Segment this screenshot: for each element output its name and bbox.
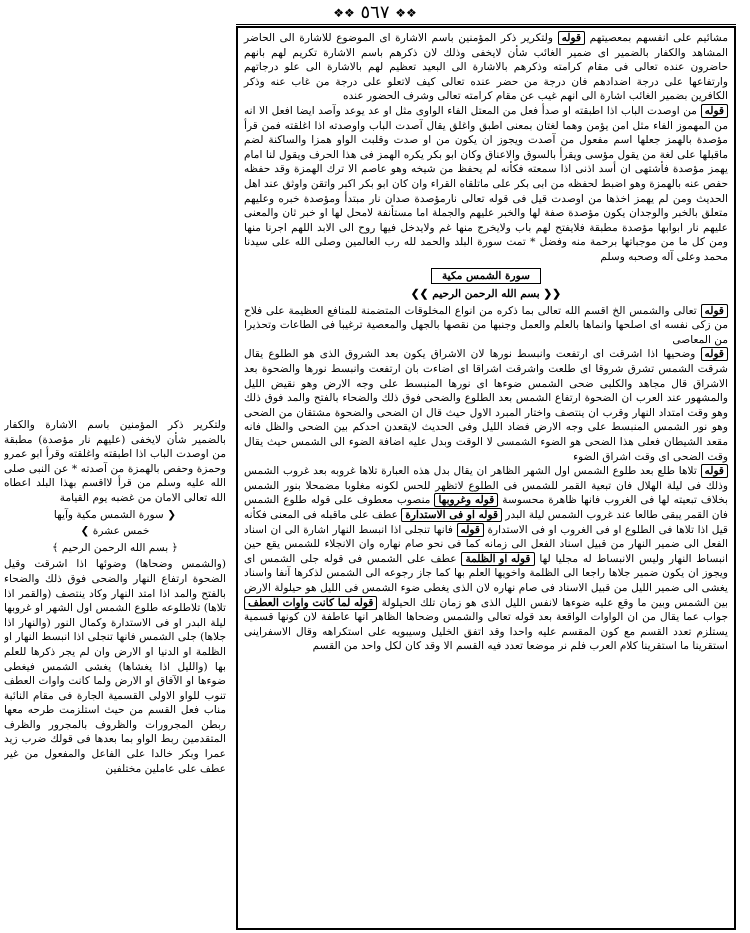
block1-pre: مشائيم على انفسهم بمعصيتهم [589, 32, 728, 44]
keyword-qawluhu: قوله [701, 104, 728, 118]
keyword-qawluhu: قوله او فى الاستدارة [401, 508, 502, 522]
block6-text: منصوب معطوف على قوله طلوع الشمس فان القمر يبقى طالعا عند غروب الشمس ليلة البدر [244, 494, 728, 521]
commentary-block-3 [244, 304, 728, 348]
block7-text: عطف على ماقبله فى المعنى فكأنه قيل اذا تلاها فى الطلوع او فى الغروب او فى الاستدارة [244, 509, 728, 536]
sura-title [244, 268, 728, 285]
ornament-right-icon: ❖❖ [333, 6, 355, 20]
block9-text: عطف على الشمس فى قوله جلى الشمس اى ويجوز ان يكون ضمير جلاها راجعا الى الظلمة واخويها العلم بها كما جاز رجوعه الى الشمس لذكرها آنفا واسناد يغشى الى ضمير الليل من قبيل الاسناد فى صام نهاره لان الذى يغطى ضوء الشمس فى الليل هو حيلولة الارض بين الشمس وبين ما وقع عليه ضوءها لانفس الليل الذى هو زمان تلك الحيلولة [244, 552, 728, 609]
side-paragraph-1: ولتكرير ذكر المؤمنين باسم الاشارة والكفار بالضمير شأن لايخفى (عليهم نار مؤصدة) مطبقة من اوصدت الباب اذا اطبقته واغلقته وقرأ ابو عمرو وحمزة وحفص بالهمزة من آصدته * عن النبى صلى الله عليه وسلم من قرأ لااقسم بهذا البلد اعطاه الله تعالى الامان من غضبه يوم القيامة [4, 419, 226, 504]
ornament-basmala-icon: ❯❯ [410, 288, 429, 301]
block2-phrase: من اوصدت الباب اذا اطبقته [574, 104, 697, 117]
ornament-sura-icon: ❮ [167, 508, 177, 521]
block10-text: جواب عما يقال من ان الواوات الواقعة بعد قوله تعالى والشمس وضحاها الظاهر انها عاطفة لان كونها قسمية يستلزم تعدد القسم مع كون المقسم عليه واحدا وقد اتفق الخليل وسيبويه على استكراهه وقال الاسفراينى استقرينا ما استقرينا كلام العرب فلم نر موضعا تعدد فيه القسم الا وقد كان لكل واحد من القسم [244, 611, 728, 653]
ornament-basmala-icon: ❮❮ [543, 288, 562, 301]
block8-text: اشارة الى ان اسناد الفعل الى ضمير النهار من قبيل اسناد الفعل الى زمانه كما فى نحو صام نهاره وان الانجلاء للشمس يقع حين انبساط النهار وليس الانبساط له مجليا لها [244, 523, 728, 565]
commentary-block-2 [244, 104, 728, 265]
block1-text: ولتكرير ذكر المؤمنين باسم الاشارة اى الموضوع للاشارة الى الحاضر المشاهد والكفار بالضمير اى ضمير الغائب شأن لايخفى وذلك لان ذكرهم باسم الاشارة تكريم لهم بانهم حاضرون عنده تعالى فى مقام كرامته وذكرهم بالاشارة الى البعيد تعظيم لهم بالاشارة الى علو درجاتهم وارتفاعها على درجة اضدادهم فان درجة من حضر عنده تعالى كيف لاتعلو على درجة من غاب عنه وذكر الكافرين بضمير الغائب اشارة الى انهم غيب عن مقام كرامته تعالى وشرف الحضور عنده [244, 32, 728, 103]
commentary-block-4 [244, 347, 728, 464]
block3-phrase: تعالى والشمس الخ [612, 304, 697, 317]
bracket-open-icon: ﴿ [171, 541, 178, 554]
keyword-qawluhu: قوله لما كانت واوات العطف [244, 596, 377, 610]
keyword-qawluhu: قوله وغروبها [434, 493, 498, 507]
block2-text: او صدأ فعل من المعتل الفاء الواوى مثل او عد يوعد وآصد ايضا افعل الا انه من المهموز الفاء مثل امن يؤمن وهما لغتان بمعنى اطبق واغلق يقال آصدت الباب واوصدته اذا اغلقته فمن قرأ مؤصدة بالهمز جعلها اسم مفعول من آصدت ويجوز ان يكون من او صدت وقلبت الواو همزا والساكنة لضم ماقبلها على لغة من يقول مؤسى ويقرأ بالسوق والاعناق وكان ابو بكر يكره الهمز فى هذا الحرف ويقول لنا امام يهمز مؤصدة فأشتهى ان أسد اذنى اذا سمعته فكأنه لم يحفظ من شيخه وهو عاصم الا ترك الهمزة وقد حفظه حفص عنه بالهمزة وهو اضبط لحفظه من ابى بكر على ماتلقاه القراء وان كان ابو بكر اكبر واتقن واوثق عند اهل الحديث ومن لم يهمز اخذها من اوصدت قيل فى قوله تعالى نارمؤصدة صدان نار مبتدأ ومؤصدة خبره وعليهم متعلق بالخبر والوجدان يكون مؤصدة صفة لها والخبر عليهم والجملة اما مستأنفة لامحل لها او خبر ثان والمعنى عليهم نار ابوابها مؤصدة مطبقة فلايفتح لهم باب ولايخرج منها غم ولايدخل فيها روح الى الابد اللهم اجرنا منها ومن كل ما من موجباتها برحمة منه وفضل * تمت سورة البلد والحمد لله رب العالمين وصلى الله على سيدنا محمد وعلى آله وصحبه وسلم [244, 104, 728, 263]
side-sura-title-text: سورة الشمس مكية وآيها [53, 508, 164, 521]
keyword-qawluhu: قوله [558, 31, 585, 45]
block8-phrase: فانها تنجلى اذا انبسط النهار [332, 523, 453, 536]
commentary-block-5 [244, 464, 728, 654]
header-rule [236, 24, 736, 25]
keyword-qawluhu: قوله [701, 304, 728, 318]
block4-phrase: وضحيها اذا اشرقت [609, 348, 696, 361]
sura-title-text: سورة الشمس مكية [431, 268, 541, 285]
keyword-qawluhu: قوله او الظلمة [461, 552, 534, 566]
main-commentary-box [236, 26, 736, 930]
commentary-block-1 [244, 31, 728, 104]
side-basmala-text: بسم الله الرحمن الرحيم [61, 541, 169, 554]
side-basmala [4, 541, 226, 556]
side-text-column [4, 418, 226, 928]
block5-text: الظاهر ان يقال بدل هذه العبارة تلاها غروبه بعد غروب الشمس وذلك فى ليلة الهلال فان تبعية القمر للشمس فى الطلوع لاتظهر للحس لكونه مغلوبا مضمحلا بنور الشمس بخلاف تبعيته لها فى الغروب فانها ظاهرة محسوسة [244, 465, 729, 507]
keyword-qawluhu: قوله [701, 464, 728, 478]
side-sura-title [4, 508, 226, 523]
side-paragraph-2: (والشمس وضحاها) وضوئها اذا اشرقت وقيل الضحوة ارتفاع النهار والضحى فوق ذلك والضحاء بالفتح والمد اذا امتد النهار وكاد ينتصف (والقمر اذا تلاها) تلاطلوعه طلوع الشمس اول الشهر او غروبها ليلة البدر او فى الاستدارة وكمال النور (والنهار اذا جلاها) جلى الشمس فانها تنجلى اذا انبسط النهار او الظلمة او الدنيا او الارض وان لم يجر ذكرها للعلم بها (والليل اذا يغشاها) يغشى الشمس فيغطى ضوءها او الآفاق او الارض ولما كانت واوات العطف تنوب للواو الاولى القسمية الجارة فى مقام النائبة مناب فعل القسم من حيث استلزمت طرحه معها ربطن المجرورات والظروف بالمجرور والظرف المتقدمين ربط الواو بما بعدها فى قولك ضرب زيد عمرا وبكر خالدا على الفاعل والمفعول من غير عطف على عاملين مختلفين [4, 558, 226, 775]
basmala-text: بسم الله الرحمن الرحيم [432, 288, 540, 301]
keyword-qawluhu: قوله [701, 347, 728, 361]
bracket-close-icon: ﴾ [52, 541, 59, 554]
block5-phrase: تلاها طلع بعد طلوع الشمس اول الشهر [524, 465, 697, 478]
basmala [244, 287, 728, 302]
side-sura-count-text: خمس عشرة [92, 525, 150, 538]
page-number: ٥٦٧ [360, 2, 390, 23]
keyword-qawluhu: قوله [457, 523, 484, 537]
page-header [0, 2, 750, 24]
ornament-left-icon: ❖❖ [395, 6, 417, 20]
block4-text: اى ارتفعت وانبسط نورها لان الاشراق يكون بعد الشروق الذى هو الطلوع يقال شرقت الشمس تشرق شروقا اى طلعت واشرقت اشراقا اى اضاءت بان ارتفعت وانبسط نورها والضحوة بعد الاشراق قال مجاهد والكلبى ضحى الشمس ضوءها اى نورها المنبسط على وجه الارض وهو نقيض الليل والمشهور عند العرب ان الضحوة ارتفاع الشمس بعد الطلوع والضحى فوق ذلك والضحاء بالفتح والمد فوق ذلك وهو وقت امتداد النهار وقرب ان ينتصف واختار المبرد الاول حيث قال ان الضحى والضحوة مشتقان من الضحى وهو نور الشمس المنبسط على وجه الارض فضاد الليل وفى الحديث لايقعدن احدكم بين الضحى والظل فانه مقعد الشيطان فعلى هذا الضحى هو الضوء الشمسى لا الوقت وبدل عليه اضافة الضوء الى الشمس حيث يقال وقت الضحى اى وقت اشراق الضوء [244, 348, 728, 463]
ornament-sura-icon: ❯ [80, 525, 90, 538]
side-sura-count [4, 524, 226, 539]
block3-text: اقسم الله تعالى بما ذكره من انواع المخلوقات المتضمنة للمنافع العظيمة على فلاح من زكى نفسه اى اصلحها وانماها بالعلم والعمل وجنبها من نقصها بالجهل والمعصية ترغيبا فى الطاعات وتحذيرا من المعاصى [244, 304, 728, 346]
